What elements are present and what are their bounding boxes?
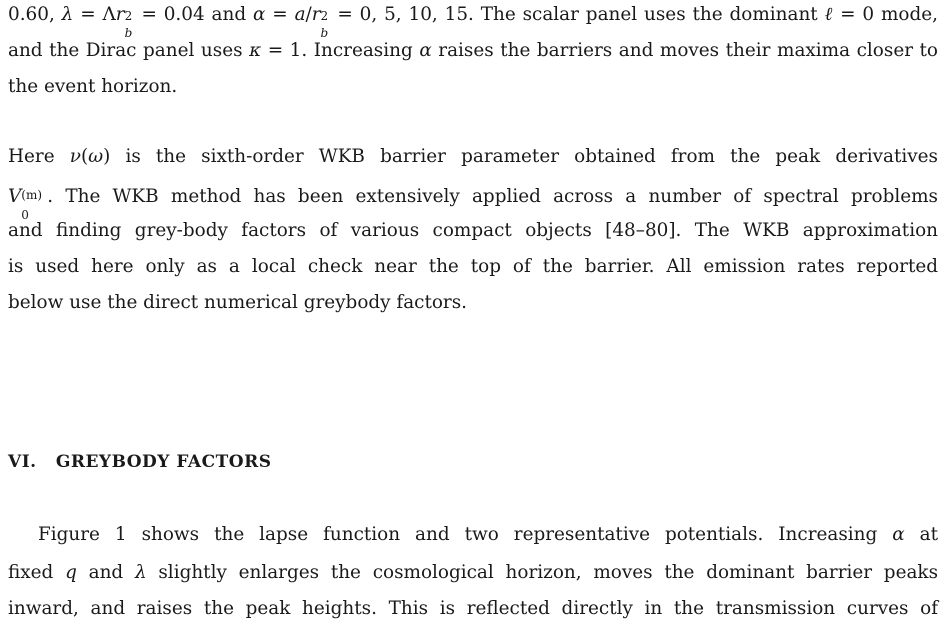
paragraph1-line3: the event horizon.	[8, 76, 178, 97]
paragraph3-line1: Figure 1 shows the lapse function and two representative potentials. Increasing α at	[38, 524, 939, 545]
paragraph1-line1: 0.60, λ = Λr 2 b = 0.04 and α = a/r 2 b = 0, 5, 10, 15. The scalar panel uses the dominant ℓ = 0 mode,	[8, 4, 938, 40]
section-title: GREYBODY FACTORS	[55, 452, 272, 472]
paragraph2-line5: below use the direct numerical greybody factors.	[8, 292, 468, 313]
paragraph3-line3: inward, and raises the peak heights. This is reflected directly in the transmission curves of	[8, 598, 938, 619]
paragraph2-line1: Here ν(ω) is the sixth-order WKB barrier parameter obtained from the peak derivatives	[8, 146, 938, 167]
paragraph1-line2: and the Dirac panel uses κ = 1. Increasing α raises the barriers and moves their maxima closer to	[8, 40, 939, 61]
paragraph2-line2: V (m) 0 . The WKB method has been extensively applied across a number of spectral problems	[8, 186, 938, 222]
section-heading	[8, 452, 272, 472]
section-number: VI.	[8, 452, 37, 472]
paragraph3-line2: fixed q and λ slightly enlarges the cosmological horizon, moves the dominant barrier peaks	[8, 562, 939, 583]
paragraph2-line4: is used here only as a local check near the top of the barrier. All emission rates reported	[8, 256, 938, 277]
paragraph2-line3: and finding grey-body factors of various compact objects [48–80]. The WKB approximation	[8, 220, 938, 241]
